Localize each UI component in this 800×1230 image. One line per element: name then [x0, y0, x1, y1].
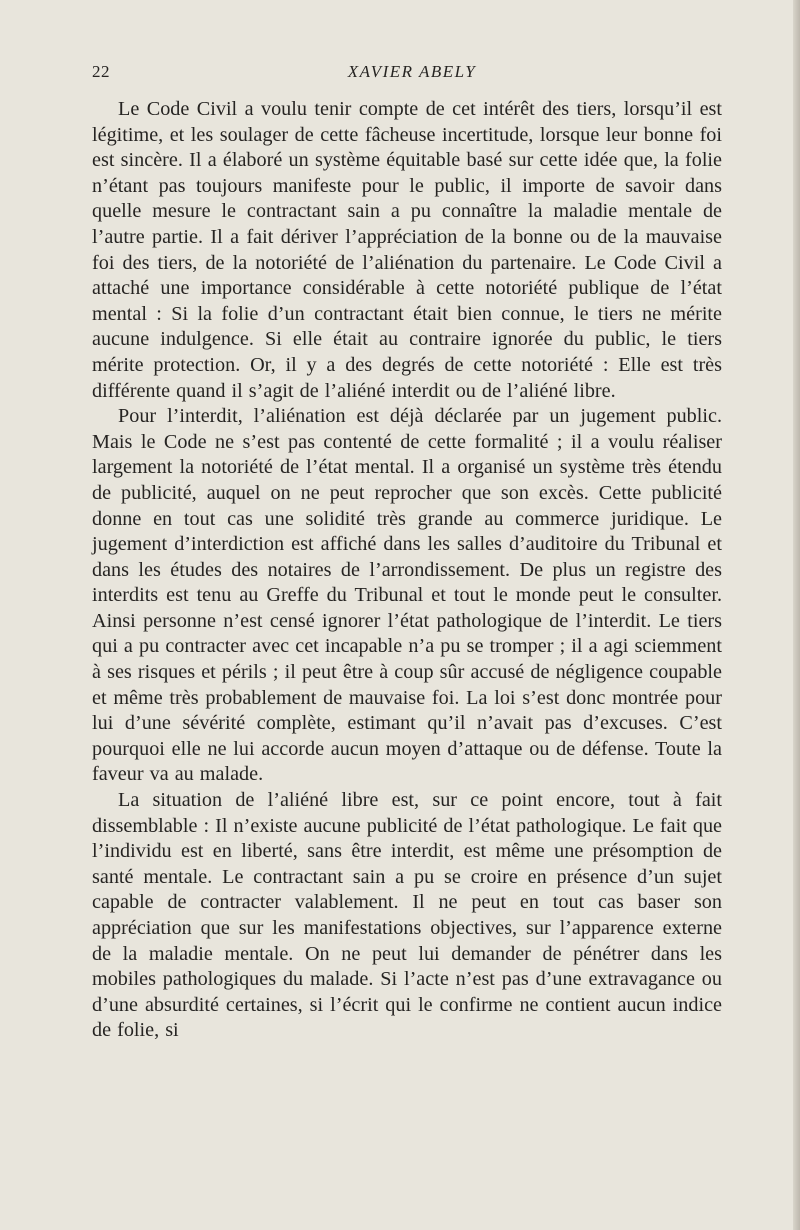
- body-text: [92, 97, 722, 1044]
- running-head: XAVIER ABELY: [347, 62, 477, 81]
- page-edge-shadow: [793, 0, 800, 1230]
- paragraph-3: La situation de l’aliéné libre est, sur ce point encore, tout à fait dissemblable : Il n’existe aucune publicité de l’état pathologique. Le fait que l’individu est en liberté, sans être interdit, est même une présomption de santé mentale. Le contractant sain a pu se croire en présence d’un sujet capable de contracter valablement. Il ne peut en tout cas baser son appréciation que sur les manifestations objectives, sur l’apparence externe de la maladie mentale. On ne peut lui demander de pénétrer dans les mobiles pathologiques du malade. Si l’acte n’est pas d’une extravagance ou d’une absurdité certaines, si l’écrit qui le confirme ne contient aucun indice de folie, si: [92, 789, 722, 1042]
- paragraph-2: Pour l’interdit, l’aliénation est déjà déclarée par un jugement public. Mais le Code ne s’est pas contenté de cette formalité ; il a voulu réaliser largement la notoriété de l’état mental. Il a organisé un système très étendu de publicité, auquel on ne peut reprocher que son excès. Cette publicité donne en tout cas une solidité très grande au commerce juridique. Le jugement d’interdiction est affiché dans les salles d’auditoire du Tribunal et dans les études des notaires de l’arrondissement. De plus un registre des interdits est tenu au Greffe du Tribunal et tout le monde peut le consulter. Ainsi personne n’est censé ignorer l’état pathologique de l’interdit. Le tiers qui a pu contracter avec cet incapable n’a pu se tromper ; il a agi sciemment à ses risques et périls ; il peut être à coup sûr accusé de négligence coupable et même très probablement de mauvaise foi. La loi s’est donc montrée pour lui d’une sévérité complète, estimant qu’il n’avait pas d’excuses. C’est pourquoi elle ne lui accorde aucun moyen d’attaque ou de défense. Toute la faveur va au malade.: [92, 405, 722, 786]
- paragraph-1: Le Code Civil a voulu tenir compte de cet intérêt des tiers, lorsqu’il est légitime, et les soulager de cette fâcheuse incertitude, lorsque leur bonne foi est sincère. Il a élaboré un système équitable basé sur cette idée que, la folie n’étant pas toujours manifeste pour le public, il importe de savoir dans quelle mesure le contractant sain a pu connaître la maladie mentale de l’autre partie. Il a fait dériver l’appréciation de la bonne ou de la mauvaise foi des tiers, de la notoriété de l’aliénation du partenaire. Le Code Civil a attaché une importance considérable à cette notoriété publique de l’état mental : Si la folie d’un contractant était bien connue, le tiers ne mérite aucune indulgence. Si elle était au contraire ignorée du public, le tiers mérite protection. Or, il y a des degrés de cette notoriété : Elle est très différente quand il s’agit de l’aliéné interdit ou de l’aliéné libre.: [92, 98, 722, 402]
- page-number: 22: [92, 62, 110, 81]
- page-header: [92, 62, 722, 84]
